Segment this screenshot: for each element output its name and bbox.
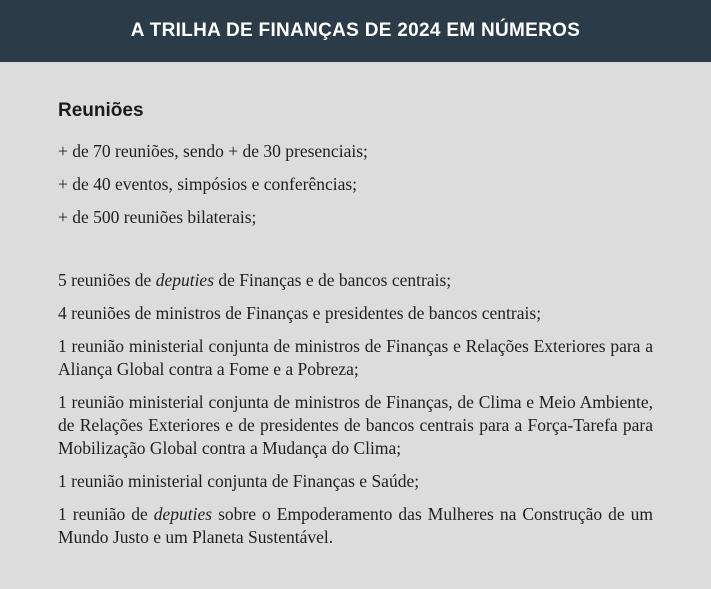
- detail-text: de Finanças e de bancos centrais;: [214, 270, 452, 290]
- summary-item-bilaterals: + de 500 reuniões bilaterais;: [58, 207, 257, 227]
- header-bar: [0, 0, 711, 62]
- content-area: [0, 62, 711, 549]
- detail-item-hunger-alliance: 1 reunião ministerial conjunta de ministros de Finanças e Relações Exteriores para a Aliança Global contra a Fome e a Pobreza;: [58, 336, 653, 379]
- spacer: [58, 239, 653, 269]
- detail-item-women-empowerment: [58, 503, 653, 549]
- detail-emphasis: deputies: [155, 270, 215, 290]
- detail-item-climate-taskforce: 1 reunião ministerial conjunta de ministros de Finanças, de Clima e Meio Ambiente, de Relações Exteriores e de presidentes de bancos centrais para a Força-Tarefa para Mobilização Global contra a Mudança do Clima;: [58, 392, 653, 458]
- detail-text: 1 reunião de: [58, 504, 154, 524]
- detail-item-deputies-meetings: [58, 269, 653, 292]
- detail-text: sobre o Empoderamento das Mulheres na Construção de um Mundo Justo e um Planeta Sustentável.: [58, 504, 653, 547]
- page-title: A TRILHA DE FINANÇAS DE 2024 EM NÚMEROS: [130, 20, 581, 41]
- detail-text: 5 reuniões de: [58, 270, 156, 290]
- detail-item-health: 1 reunião ministerial conjunta de Finanças e Saúde;: [58, 471, 420, 491]
- section-title: Reuniões: [58, 100, 144, 121]
- summary-item-events: + de 40 eventos, simpósios e conferências;: [58, 174, 358, 194]
- summary-item-meetings: + de 70 reuniões, sendo + de 30 presenciais;: [58, 141, 368, 161]
- detail-emphasis: deputies: [153, 504, 213, 524]
- detail-item-ministers-meetings: 4 reuniões de ministros de Finanças e presidentes de bancos centrais;: [58, 303, 542, 323]
